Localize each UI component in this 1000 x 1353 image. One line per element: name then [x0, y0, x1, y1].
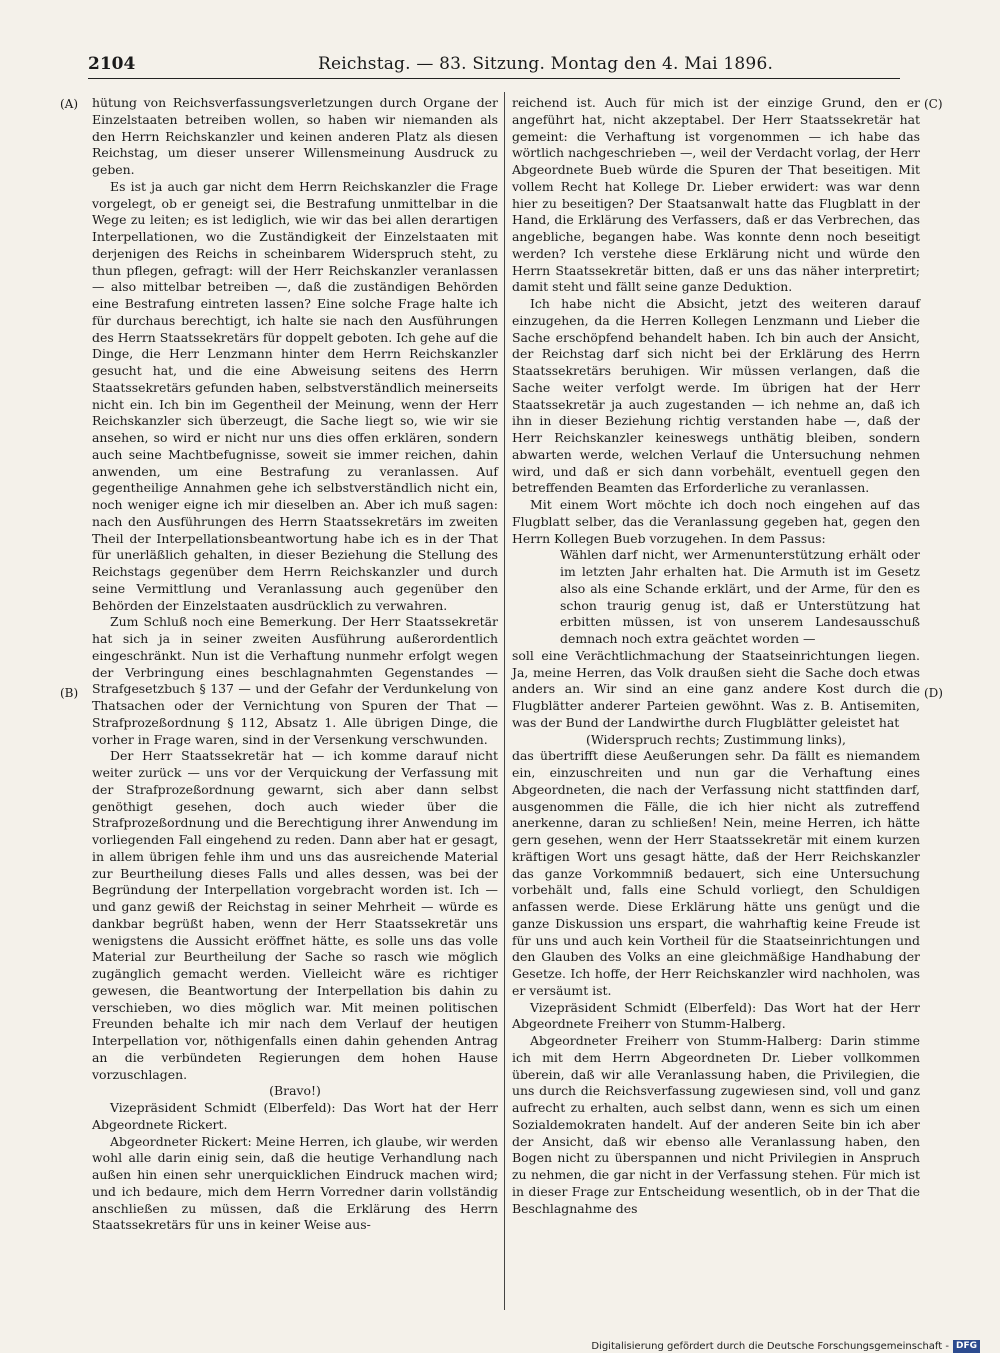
left-text-column — [92, 95, 498, 1234]
right-text-column — [512, 95, 920, 1217]
page-number: 2104 — [88, 54, 136, 74]
right-column-paragraph: Ich habe nicht die Absicht, jetzt des weiteren darauf einzugehen, da die Herren Kollegen Lenzmann und Lieber die Sache erschöpfend behandelt haben. Ich bin auch der Ansicht, der Reichstag darf sich nicht bei der Erklärung des Herrn Staatssekretärs beruhigen. Wir müssen verlangen, daß die Sache weiter verfolgt werde. Im übrigen hat der Herr Staatssekretär ja auch zugestanden — ich nehme an, daß ich ihn in dieser Beziehung richtig verstanden habe —, daß der Herr Reichskanzler keineswegs unthätig bleiben, sondern abwarten werde, welchen Verlauf die Untersuchung nehmen wird, und daß er sich dann vorbehält, eventuell gegen den betreffenden Beamten das Erforderliche zu veranlassen. — [512, 296, 920, 496]
page-header — [88, 52, 900, 79]
digitization-footer — [591, 1339, 980, 1353]
right-column-paragraph: soll eine Verächtlichmachung der Staatseinrichtungen liegen. Ja, meine Herren, das Volk draußen sieht die Sache doch etwas anders an. Wir sind an eine ganz andere Kost durch die Flugblätter anderer Parteien gewöhnt. Was z. B. Antisemiten, was der Bund der Landwirthe durch Flugblätter geleistet hat — [512, 647, 920, 730]
left-column-paragraph: Abgeordneter Rickert: Meine Herren, ich glaube, wir werden wohl alle darin einig sein, daß die heutige Verhandlung nach außen hin einen sehr unerquicklichen Eindruck machen wird; und ich bedaure, mich dem Herrn Vorredner darin vollständig anschließen zu müssen, daß die Erklärung des Herrn Staatssekretärs für uns in keiner Weise aus- — [92, 1133, 498, 1233]
margin-marker-d: (D) — [924, 686, 943, 700]
left-column-paragraph: (Bravo!) — [269, 1083, 321, 1099]
margin-marker-a: (A) — [60, 97, 79, 111]
right-column-paragraph: Abgeordneter Freiherr von Stumm-Halberg: Darin stimme ich mit dem Herrn Abgeordneten Dr. Lieber vollkommen überein, daß wir alle Veranlassung haben, die Privilegien, die uns durch die Reichsverfassung zugewiesen sind, voll und ganz aufrecht zu erhalten, auch selbst dann, wenn es sich um einen Sozialdemokraten handelt. Auf der anderen Seite bin ich aber der Ansicht, daß wir ebenso alle Veranlassung haben, den Bogen nicht zu überspannen und nicht Privilegien in Anspruch zu nehmen, die gar nicht in der Verfassung stehen. Für mich ist in dieser Frage zur Entscheidung wesentlich, ob in der That die Beschlagnahme des — [512, 1033, 920, 1216]
column-divider — [504, 92, 505, 1310]
footer-credit: Digitalisierung gefördert durch die Deutsche Forschungsgemeinschaft - — [591, 1340, 949, 1352]
dfg-logo-icon: DFG — [953, 1340, 980, 1353]
right-column-paragraph: reichend ist. Auch für mich ist der einzige Grund, den er angeführt hat, nicht akzeptabel. Der Herr Staatssekretär hat gemeint: die Verhaftung ist vorgenommen — ich habe das wörtlich nachgeschrieben —, weil der Verdacht vorlag, der Herr Abgeordnete Bueb würde die Spuren der That beseitigen. Mit vollem Recht hat Kollege Dr. Lieber erwidert: was war denn hier zu beseitigen? Der Staatsanwalt hatte das Flugblatt in der Hand, die Erklärung des Verfassers, daß er das Verbrechen, das angebliche, begangen habe. Was konnte denn noch beseitigt werden? Ich verstehe diese Erklärung nicht und würde den Herrn Staatssekretär bitten, daß er uns das näher interpretirt; damit steht und fällt seine ganze Deduktion. — [512, 95, 920, 295]
right-column-paragraph: Wählen darf nicht, wer Armenunterstützung erhält oder im letzten Jahr erhalten hat. Die Armuth ist im Gesetz also als eine Schande erklärt, und der Arme, für den es schon traurig genug ist, daß er Unterstützung hat erbitten müssen, ist von unserem Landesausschuß demnach noch extra geächtet worden — — [560, 547, 920, 646]
running-title: Reichstag. — 83. Sitzung. Montag den 4. Mai 1896. — [318, 54, 774, 74]
left-column-paragraph: Vizepräsident Schmidt (Elberfeld): Das Wort hat der Herr Abgeordnete Rickert. — [92, 1100, 498, 1132]
left-column-paragraph: Der Herr Staatssekretär hat — ich komme darauf nicht weiter zurück — uns vor der Verquickung der Verfassung mit der Strafprozeßordnung gewarnt, sich aber dann selbst genöthigt gesehen, doch auch wieder über die Strafprozeßordnung und die Berechtigung ihrer Anwendung im vorliegenden Fall eingehend zu reden. Dann aber hat er gesagt, in allem übrigen fehle ihm und uns das ausreichende Material zur Beurtheilung dieses Falls und alles dessen, was bei der Begründung der Interpellation vorgebracht worden ist. Ich — und ganz gewiß der Reichstag in seiner Mehrheit — würde es dankbar begrüßt haben, wenn der Herr Staatssekretär uns wenigstens die Aussicht eröffnet hätte, es solle uns das volle Material zur Beurtheilung der Sache so rasch wie möglich zugänglich gemacht werden. Vielleicht wäre es richtiger gewesen, die Beantwortung der Interpellation bis dahin zu verschieben, wo dies möglich war. Mit meinen politischen Freunden behalte ich mir nach dem Verlauf der heutigen Interpellation vor, nöthigenfalls einen dahin gehenden Antrag an die verbündeten Regierungen dem hohen Hause vorzuschlagen. — [92, 748, 498, 1082]
right-column-paragraph: (Widerspruch rechts; Zustimmung links), — [586, 731, 846, 747]
right-column-paragraph: das übertrifft diese Aeußerungen sehr. Da fällt es niemandem ein, einzuschreiten und nun gar die Verhaftung eines Abgeordneten, die nach der Verfassung nicht stattfinden darf, ausgenommen die Fälle, die ich hier nicht als zutreffend anerkenne, daran zu schließen! Nein, meine Herren, ich hätte gern gesehen, wenn der Herr Staatssekretär mit einem kurzen kräftigen Wort uns gesagt hätte, daß der Herr Reichskanzler das ganze Vorkommniß bedauert, sich eine Untersuchung vorbehält und, falls eine Schuld vorliegt, den Schuldigen anfassen werde. Diese Erklärung hätte uns genügt und die ganze Diskussion uns erspart, die wahrhaftig keine Freude ist für uns und auch kein Vortheil für die Staatseinrichtungen und den Glauben des Volks an eine gleichmäßige Handhabung der Gesetze. Ich hoffe, der Herr Reichskanzler wird nachholen, was er versäumt ist. — [512, 748, 920, 998]
left-column-paragraph: Zum Schluß noch eine Bemerkung. Der Herr Staatssekretär hat sich ja in seiner zweiten Ausführung außerordentlich eingeschränkt. Nun ist die Verhaftung nunmehr erfolgt wegen der Verbringung eines beschlagnahmten Gegenstandes — Strafgesetzbuch § 137 — und der Gefahr der Verdunkelung von Thatsachen oder der Vernichtung von Spuren der That — Strafprozeßordnung § 112, Absatz 1. Alle übrigen Dinge, die vorher in Frage waren, sind in der Versenkung verschwunden. — [92, 614, 498, 747]
right-column-paragraph: Vizepräsident Schmidt (Elberfeld): Das Wort hat der Herr Abgeordnete Freiherr von Stumm-Halberg. — [512, 999, 920, 1032]
margin-marker-c: (C) — [924, 97, 943, 111]
margin-marker-b: (B) — [60, 686, 79, 700]
left-column-paragraph: hütung von Reichsverfassungsverletzungen durch Organe der Einzelstaaten betreiben wollen, so haben wir niemanden als den Herrn Reichskanzler und keinen anderen Platz als diesen Reichstag, um dieser unserer Willensmeinung Ausdruck zu geben. — [92, 95, 498, 177]
right-column-paragraph: Mit einem Wort möchte ich doch noch eingehen auf das Flugblatt selber, das die Veranlassung gegeben hat, gegen den Herrn Kollegen Bueb vorzugehen. In dem Passus: — [512, 497, 920, 546]
left-column-paragraph: Es ist ja auch gar nicht dem Herrn Reichskanzler die Frage vorgelegt, ob er geneigt sei, die Bestrafung unmittelbar in die Wege zu leiten; es ist lediglich, wie wir das bei allen derartigen Interpellationen, wo die Zuständigkeit der Einzelstaaten mit derjenigen des Reichs in scheinbarem Widerspruch steht, zu thun pflegen, gefragt: will der Herr Reichskanzler veranlassen — also mittelbar betreiben —, daß die zuständigen Behörden eine Bestrafung eintreten lassen? Eine solche Frage halte ich für durchaus berechtigt, ich halte sie nach den Ausführungen des Herrn Staatssekretärs für doppelt geboten. Ich gehe auf die Dinge, die Herr Lenzmann hinter dem Herrn Reichskanzler gesucht hat, und die eine Abweisung seitens des Herrn Staatssekretärs gefunden haben, selbstverständlich meinerseits nicht ein. Ich bin im Gegentheil der Meinung, wenn der Herr Reichskanzler sich überzeugt, die Sache liegt so, wie wir sie ansehen, so wird er nicht nur uns dies offen erklären, sondern auch seine Machtbefugnisse, soweit sie immer reichen, dahin anwenden, um eine Bestrafung zu veranlassen. Auf gegentheilige Annahmen gehe ich selbstverständlich nicht ein, noch weniger eigne ich mir dieselben an. Aber ich muß sagen: nach den Ausführungen des Herrn Staatssekretärs im zweiten Theil der Interpellationsbeantwortung habe ich es in der That für unerläßlich gehalten, in dieser Beziehung die Stellung des Reichstags gegenüber dem Herrn Reichskanzler und durch seine Vermittlung und Veranlassung auch gegenüber den Behörden der Einzelstaaten ausdrücklich zu verwahren. — [92, 178, 498, 613]
